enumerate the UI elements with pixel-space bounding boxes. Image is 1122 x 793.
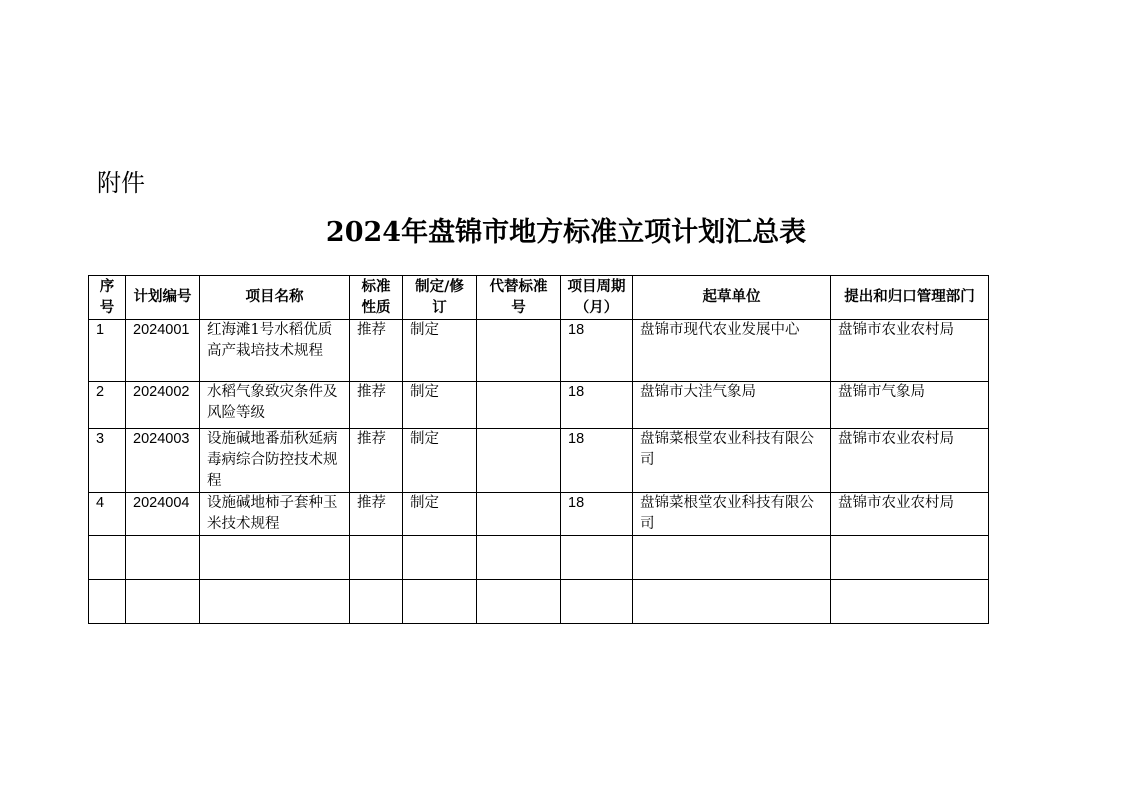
- empty-cell: [831, 580, 989, 624]
- header-managing-department: 提出和归口管理部门: [831, 276, 989, 320]
- cell-drafting-unit: 盘锦市大洼气象局: [633, 382, 831, 429]
- empty-cell: [403, 536, 477, 580]
- empty-cell: [561, 580, 633, 624]
- empty-cell: [89, 536, 126, 580]
- attachment-label: 附件: [97, 169, 145, 197]
- header-replaced-standard: 代替标准号: [477, 276, 561, 320]
- cell-serial-number: 1: [89, 320, 126, 382]
- cell-standard-nature: 推荐: [350, 429, 403, 493]
- header-serial-number: 序号: [89, 276, 126, 320]
- empty-cell: [633, 580, 831, 624]
- cell-managing-department: 盘锦市农业农村局: [831, 493, 989, 536]
- cell-project-name: 设施碱地番茄秋延病毒病综合防控技术规程: [200, 429, 350, 493]
- cell-project-period: 18: [561, 493, 633, 536]
- empty-cell: [403, 580, 477, 624]
- empty-table-row: [89, 536, 989, 580]
- cell-drafting-unit: 盘锦菜根堂农业科技有限公司: [633, 493, 831, 536]
- empty-cell: [477, 536, 561, 580]
- cell-project-period: 18: [561, 382, 633, 429]
- cell-project-period: 18: [561, 429, 633, 493]
- cell-formulate-revise: 制定: [403, 320, 477, 382]
- empty-cell: [831, 536, 989, 580]
- cell-standard-nature: 推荐: [350, 493, 403, 536]
- empty-cell: [633, 536, 831, 580]
- plan-summary-table: [88, 275, 989, 624]
- cell-project-name: 水稻气象致灾条件及风险等级: [200, 382, 350, 429]
- cell-replaced-standard: [477, 429, 561, 493]
- header-project-name: 项目名称: [200, 276, 350, 320]
- empty-cell: [561, 536, 633, 580]
- header-formulate-revise: 制定/修订: [403, 276, 477, 320]
- cell-project-name: 红海滩1号水稻优质高产栽培技术规程: [200, 320, 350, 382]
- empty-table-row: [89, 580, 989, 624]
- cell-replaced-standard: [477, 493, 561, 536]
- cell-formulate-revise: 制定: [403, 429, 477, 493]
- cell-replaced-standard: [477, 382, 561, 429]
- cell-replaced-standard: [477, 320, 561, 382]
- table-row: [89, 429, 989, 493]
- table-row: [89, 320, 989, 382]
- empty-cell: [126, 536, 200, 580]
- cell-project-period: 18: [561, 320, 633, 382]
- document-title: 2024年盘锦市地方标准立项计划汇总表: [325, 217, 807, 248]
- header-standard-nature: 标准性质: [350, 276, 403, 320]
- cell-managing-department: 盘锦市气象局: [831, 382, 989, 429]
- empty-cell: [477, 580, 561, 624]
- header-plan-code: 计划编号: [126, 276, 200, 320]
- table-row: [89, 382, 989, 429]
- table-row: [89, 493, 989, 536]
- empty-cell: [350, 580, 403, 624]
- cell-drafting-unit: 盘锦市现代农业发展中心: [633, 320, 831, 382]
- cell-serial-number: 3: [89, 429, 126, 493]
- cell-plan-code: 2024003: [126, 429, 200, 493]
- cell-managing-department: 盘锦市农业农村局: [831, 429, 989, 493]
- cell-serial-number: 4: [89, 493, 126, 536]
- empty-cell: [126, 580, 200, 624]
- header-project-period: 项目周期（月）: [561, 276, 633, 320]
- cell-standard-nature: 推荐: [350, 320, 403, 382]
- cell-serial-number: 2: [89, 382, 126, 429]
- empty-cell: [200, 580, 350, 624]
- empty-cell: [350, 536, 403, 580]
- table-header-row: [89, 276, 989, 320]
- cell-project-name: 设施碱地柿子套种玉米技术规程: [200, 493, 350, 536]
- empty-cell: [89, 580, 126, 624]
- cell-plan-code: 2024004: [126, 493, 200, 536]
- cell-formulate-revise: 制定: [403, 382, 477, 429]
- cell-formulate-revise: 制定: [403, 493, 477, 536]
- cell-managing-department: 盘锦市农业农村局: [831, 320, 989, 382]
- empty-cell: [200, 536, 350, 580]
- cell-plan-code: 2024001: [126, 320, 200, 382]
- cell-plan-code: 2024002: [126, 382, 200, 429]
- cell-standard-nature: 推荐: [350, 382, 403, 429]
- header-drafting-unit: 起草单位: [633, 276, 831, 320]
- cell-drafting-unit: 盘锦菜根堂农业科技有限公司: [633, 429, 831, 493]
